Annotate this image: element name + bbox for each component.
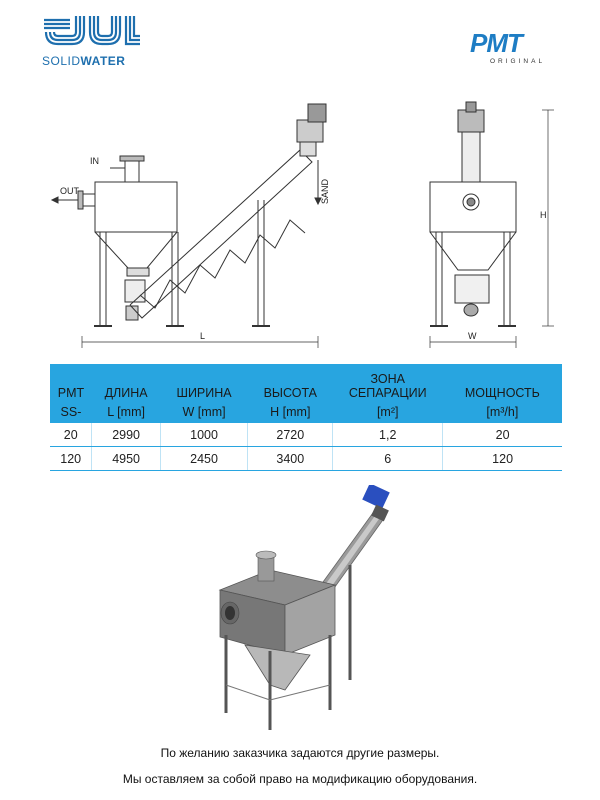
screw-conveyor bbox=[130, 150, 312, 318]
label-in: IN bbox=[90, 156, 99, 166]
table-cell: 2720 bbox=[248, 423, 333, 447]
col-header: МОЩНОСТЬ bbox=[443, 364, 562, 402]
brand-name bbox=[42, 54, 125, 68]
col-header: ШИРИНА bbox=[160, 364, 248, 402]
footer-note-modification: Мы оставляем за собой право на модификацию оборудования. bbox=[122, 772, 478, 786]
table-cell: 120 bbox=[50, 447, 92, 471]
technical-drawing bbox=[0, 90, 600, 355]
pmt-logo-word: PMT bbox=[470, 28, 522, 58]
table-cell: 2450 bbox=[160, 447, 248, 471]
col-unit: [m³/h] bbox=[443, 402, 562, 423]
table-cell: 4950 bbox=[92, 447, 160, 471]
solidwater-wave-icon bbox=[42, 14, 142, 52]
table-cell: 20 bbox=[50, 423, 92, 447]
footer-note-sizes: По желанию заказчика задаются другие размеры. bbox=[160, 746, 440, 760]
header-row-units bbox=[50, 402, 562, 423]
pmt-logo bbox=[470, 30, 560, 70]
col-unit: [m²] bbox=[333, 402, 443, 423]
brand-name-light: SOLID bbox=[42, 54, 81, 68]
col-unit: W [mm] bbox=[160, 402, 248, 423]
label-width: W bbox=[468, 331, 477, 341]
col-header: ВЫСОТА bbox=[248, 364, 333, 402]
spec-table bbox=[50, 364, 562, 471]
front-tank-body bbox=[430, 182, 516, 232]
table-cell: 1000 bbox=[160, 423, 248, 447]
table-cell: 6 bbox=[333, 447, 443, 471]
table-cell: 3400 bbox=[248, 447, 333, 471]
tank-body bbox=[95, 182, 177, 232]
brand-name-bold: WATER bbox=[80, 54, 126, 68]
pmt-logo-sub: ORIGINAL bbox=[490, 58, 546, 65]
label-height: H bbox=[540, 210, 547, 220]
col-header: ЗОНА СЕПАРАЦИИ bbox=[333, 364, 443, 402]
label-sand: SAND bbox=[320, 178, 330, 204]
tank-cone bbox=[95, 232, 177, 268]
table-cell: 1,2 bbox=[333, 423, 443, 447]
table-cell: 120 bbox=[443, 447, 562, 471]
col-header: ДЛИНА bbox=[92, 364, 160, 402]
col-unit: H [mm] bbox=[248, 402, 333, 423]
table-row bbox=[50, 447, 562, 471]
label-length: L bbox=[200, 331, 206, 341]
equipment-render bbox=[200, 485, 420, 735]
col-header: PMT bbox=[50, 364, 92, 402]
label-out: OUT bbox=[60, 186, 79, 196]
table-cell: 20 bbox=[443, 423, 562, 447]
col-unit: L [mm] bbox=[92, 402, 160, 423]
table-row bbox=[50, 423, 562, 447]
header-row-titles bbox=[50, 364, 562, 402]
table-cell: 2990 bbox=[92, 423, 160, 447]
col-unit: SS- bbox=[50, 402, 92, 423]
